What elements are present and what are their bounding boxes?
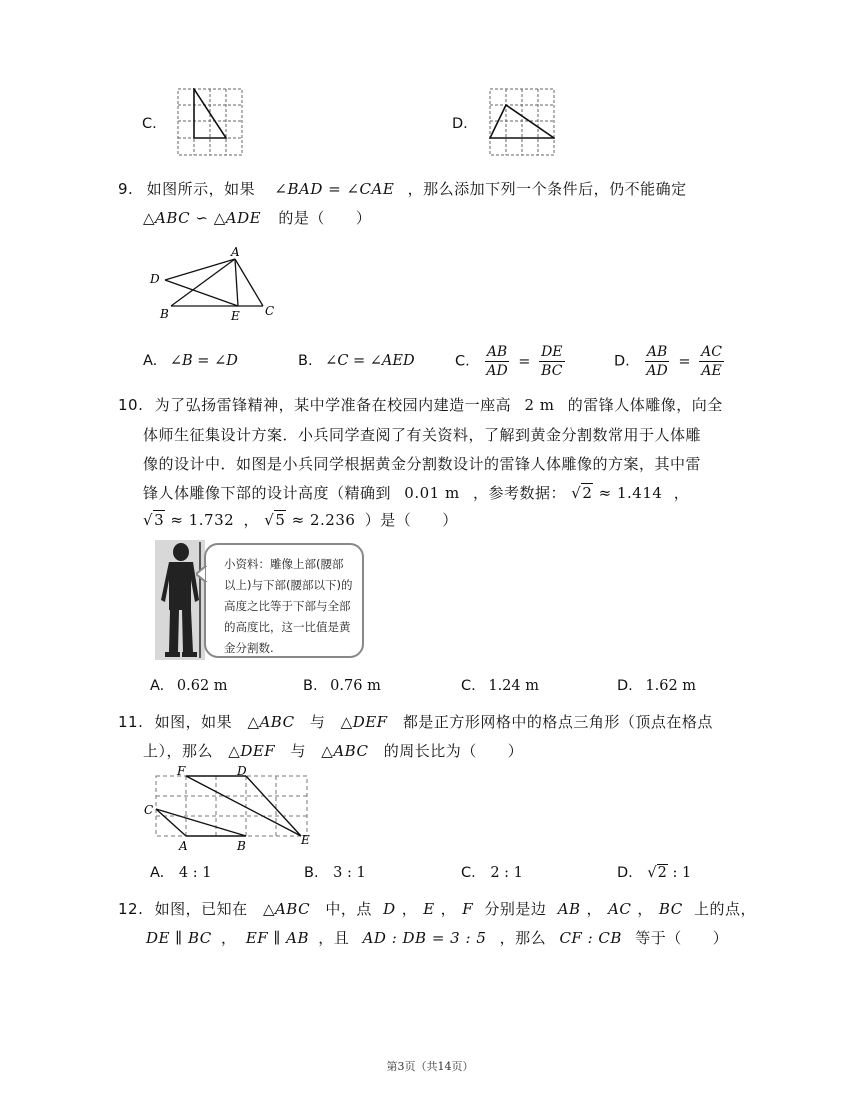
q9-text-a: 如图所示，如果 — [146, 180, 256, 198]
q9-option-d-frac1: $\frac{AB}{AD}$ — [646, 344, 668, 379]
q10-option-b[interactable]: B. 0.76 m — [303, 678, 381, 694]
q11-label-f: F — [177, 764, 186, 778]
q11-option-a[interactable]: A. 4 : 1 — [150, 865, 212, 881]
q9-option-b-label: B. — [298, 353, 313, 369]
q10-option-d[interactable]: D. 1.62 m — [617, 678, 697, 694]
q12-line2: DE ∥ BC ， EF ∥ AB ，且 AD : DB = 3 : 5 ，那么 CF : CB 等于（ ） — [146, 929, 729, 947]
q9-option-d-frac2: $\frac{AC}{AE}$ — [701, 344, 722, 379]
q9-option-c[interactable]: C. $\frac{AB}{AD}$ = $\frac{DE}{BC}$ — [455, 344, 563, 379]
q9-option-d-label: D. — [614, 353, 630, 370]
q9-option-c-label: C. — [455, 353, 470, 370]
q12-line1: 12. 如图，已知在 △ABC 中，点 D ， E ， F 分别是边 AB ， AC ， BC 上的点， — [118, 900, 756, 918]
q10-line3: 像的设计中．如图是小兵同学根据黄金分割数设计的雷锋人体雕像的方案，其中雷 — [143, 455, 702, 473]
q9-label-e: E — [231, 309, 240, 323]
q9-line1 — [118, 178, 687, 199]
q11-label-d: D — [237, 764, 247, 778]
q11-label-a: A — [179, 839, 188, 853]
q9-number: 9. — [118, 180, 134, 198]
q10-line2: 体师生征集设计方案．小兵同学查阅了有关资料，了解到黄金分割数常用于人体雕 — [143, 426, 702, 444]
golden-ratio-callout: 小资料：雕像上部(腰部以上)与下部(腰部以下)的高度之比等于下部与全部的高度比，这一比值是黄金分割数. — [204, 543, 364, 658]
q9-option-b-value: ∠C = ∠AED — [325, 353, 415, 369]
q11-option-c[interactable]: C. 2 : 1 — [461, 865, 523, 881]
q9-label-b: B — [160, 307, 169, 321]
q11-option-d-sqrt: √2 — [647, 865, 667, 881]
q9-option-c-frac2: $\frac{DE}{BC}$ — [541, 344, 563, 379]
q10-number: 10. — [118, 396, 144, 414]
q10-line4: 锋人体雕像下部的设计高度（精确到 0.01 m ，参考数据： √2 ≈ 1.414 ， — [143, 484, 690, 502]
callout-pointer — [196, 566, 208, 582]
q10-line1: 10. 为了弘扬雷锋精神，某中学准备在校园内建造一座高 2 m 的雷锋人体雕像，向全 — [118, 396, 723, 414]
q9-text-c: 的是（ ） — [278, 209, 372, 227]
q11-label-e: E — [301, 833, 310, 847]
q9-label-a: A — [231, 245, 240, 259]
q9-option-d[interactable]: D. $\frac{AB}{AD}$ = $\frac{AC}{AE}$ — [614, 344, 722, 379]
q11-label-b: B — [237, 839, 246, 853]
q8-option-c-figure — [177, 88, 243, 156]
q9-line2 — [143, 207, 371, 228]
q11-line1: 11. 如图，如果 △ABC 与 △DEF 都是正方形网格中的格点三角形（顶点在格点 — [118, 713, 713, 731]
q11-figure — [141, 764, 316, 854]
q9-option-b[interactable] — [298, 353, 415, 369]
q9-option-a-label: A. — [143, 353, 158, 369]
q9-option-a-value: ∠B = ∠D — [169, 353, 238, 369]
q9-expr1: ∠BAD = ∠CAE — [274, 180, 395, 198]
q11-line2: 上），那么 △DEF 与 △ABC 的周长比为（ ） — [143, 742, 524, 760]
q10-sqrt2: √2 — [571, 484, 593, 502]
q10-option-c[interactable]: C. 1.24 m — [461, 678, 539, 694]
q11-label-c: C — [144, 803, 154, 817]
page-footer: 第3页（共14页） — [386, 1060, 474, 1073]
q9-label-d: D — [150, 272, 160, 286]
q9-label-c: C — [265, 304, 275, 318]
q11-option-b[interactable]: B. 3 : 1 — [304, 865, 366, 881]
q9-option-a[interactable] — [143, 353, 238, 369]
q11-option-d[interactable]: D. √2 : 1 — [617, 865, 692, 881]
q9-figure — [145, 245, 280, 323]
q10-sqrt3: √3 — [143, 511, 165, 529]
q9-expr2: △ABC ∽ △ADE — [143, 209, 262, 227]
q9-text-b: ，那么添加下列一个条件后，仍不能确定 — [407, 180, 687, 198]
q9-option-c-frac1: $\frac{AB}{AD}$ — [486, 344, 508, 379]
q10-line5: √3 ≈ 1.732 ， √5 ≈ 2.236 ）是（ ） — [143, 511, 458, 529]
q8-option-c-label: C. — [142, 116, 157, 132]
q8-option-d-label: D. — [452, 116, 468, 132]
q10-option-a[interactable]: A. 0.62 m — [150, 678, 228, 694]
q8-option-d-figure — [489, 88, 555, 156]
statue-image — [155, 540, 205, 660]
q10-sqrt5: √5 — [264, 511, 286, 529]
